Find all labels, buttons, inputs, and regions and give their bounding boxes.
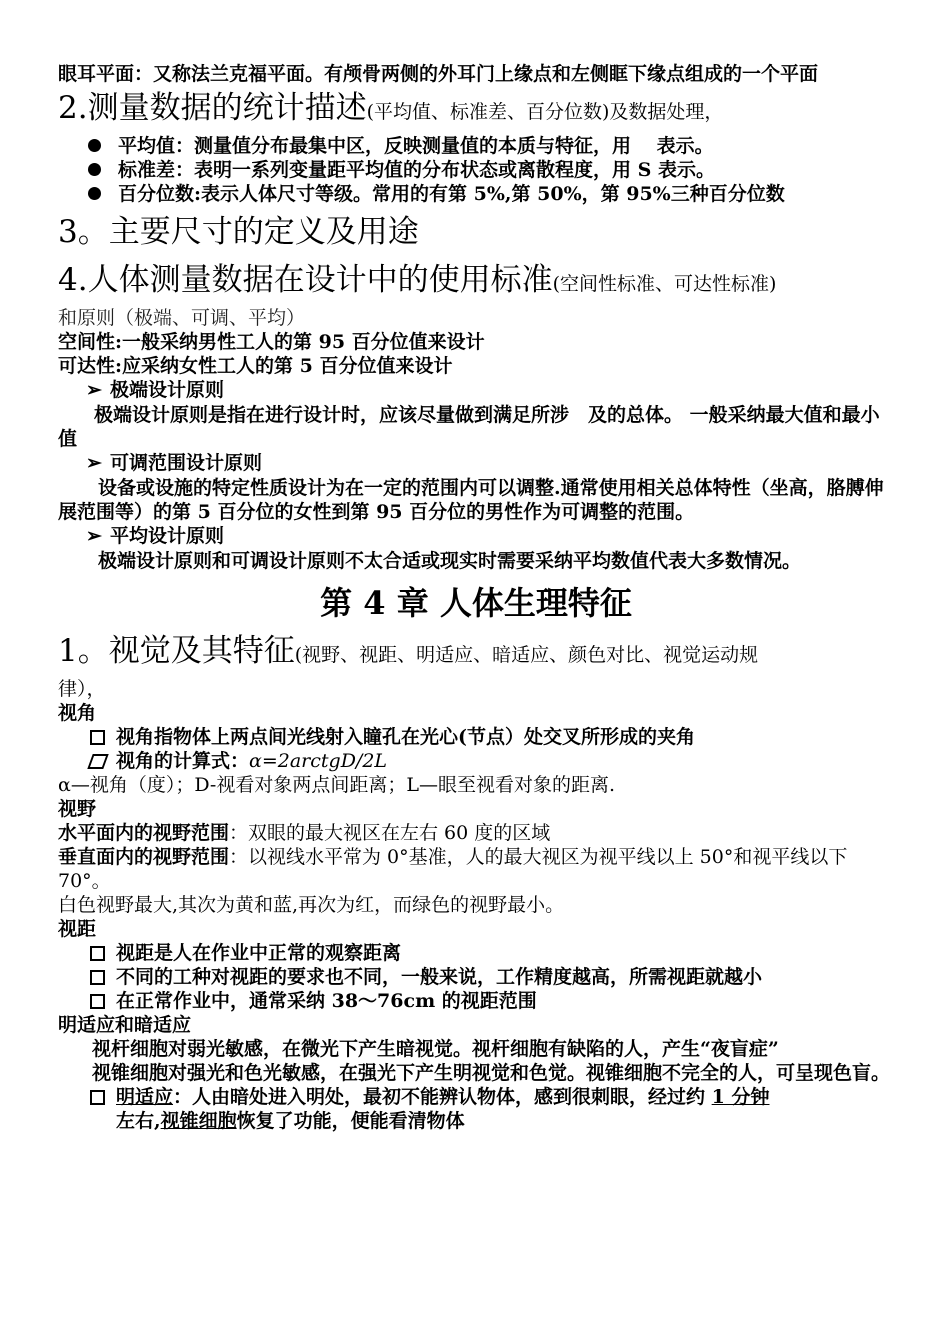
heading-dimensions: 3。主要尺寸的定义及用途 (58, 214, 419, 250)
statistics-list (88, 134, 894, 206)
list-item (88, 182, 894, 206)
field-horizontal-text: ：双眼的最大视区在左右 60 度的区域 (229, 822, 551, 844)
list-item (88, 158, 894, 182)
field-title: 视野 (58, 798, 97, 820)
ear-eye-plane-paragraph: 眼耳平面：又称法兰克福平面。有颅骨两侧的外耳门上缘点和左侧眶下缘点组成的一个平面 (58, 63, 819, 85)
light-adaptation-text: 左右, (116, 1110, 161, 1132)
heading-vision-continuation: 律）， (58, 678, 106, 700)
arrow-icon: ➢ (86, 452, 102, 474)
list-item (88, 134, 894, 158)
bullet-text: 标准差：表明一系列变量距平均值的分布状态或离散程度，用 S 表示。 (118, 159, 715, 181)
list-item (58, 749, 894, 773)
checkbox-icon (90, 730, 105, 745)
heading-statistics-note: (平均值、标准差、百分位数)及数据处理， (366, 101, 724, 123)
heading-vision (58, 629, 894, 677)
field-horizontal (58, 821, 894, 845)
adaptation-title: 明适应和暗适应 (58, 1014, 192, 1036)
principle-extreme-text: 极端设计原则是指在进行设计时，应该尽量做到满足所涉 及的总体。 一般采纳最大值和最小值 (58, 404, 880, 450)
checkbox-icon (90, 946, 105, 961)
heading-usage-note: (空间性标准、可达性标准) (552, 273, 777, 295)
bullet-text: 平均值：测量值分布最集中区，反映测量值的本质与特征，用 表示。 (118, 135, 714, 157)
heading-usage-standard (58, 258, 894, 306)
reach-standard: 可达性:应采纳女性工人的第 5 百分位值来设计 (58, 355, 453, 377)
chapter-title: 第 4 章 人体生理特征 (320, 584, 632, 622)
arrow-icon: ➢ (86, 525, 102, 547)
principle-title-text: 可调范围设计原则 (110, 452, 263, 474)
heading-usage-continuation: 和原则（极端、可调、平均） (58, 307, 306, 329)
heading-vision-main: 1。视觉及其特征 (58, 633, 295, 669)
arrow-icon: ➢ (86, 379, 102, 401)
bullet-text: 百分位数:表示人体尺寸等级。常用的有第 5%,第 50%，第 95%三种百分位数 (118, 183, 785, 205)
field-horizontal-label: 水平面内的视野范围 (58, 822, 230, 844)
field-vertical-label: 垂直面内的视野范围 (58, 846, 230, 868)
principle-average-text: 极端设计原则和可调设计原则不太合适或现实时需要采纳平均数值代表大多数情况。 (98, 550, 802, 572)
heading-statistics-main: 2.测量数据的统计描述 (58, 90, 367, 126)
angle-definition: 视角指物体上两点间光线射入瞳孔在光心(节点）处交叉所形成的夹角 (116, 726, 695, 748)
heading-vision-note: (视野、视距、明适应、暗适应、颜色对比、视觉运动规 (294, 644, 759, 666)
field-vertical (58, 845, 894, 893)
bullet-icon (88, 163, 101, 176)
angle-title: 视角 (58, 702, 97, 724)
light-adaptation-text: 恢复了功能，便能看清物体 (236, 1110, 465, 1132)
field-vertical-text: ：以视线水平常为 0°基准，人的最大视区为视平线以上 50°和视平线以下 70°。 (58, 846, 848, 892)
principle-average-title (58, 524, 894, 549)
list-item (58, 1085, 894, 1133)
list-item (58, 965, 894, 989)
rod-cells-text: 视杆细胞对弱光敏感，在微光下产生暗视觉。视杆细胞有缺陷的人，产生“夜盲症” (92, 1038, 779, 1060)
heading-statistics (58, 86, 894, 134)
principle-title-text: 极端设计原则 (110, 379, 225, 401)
light-adaptation-text: ：人由暗处进入明处，最初不能辨认物体，感到很刺眼，经过约 (173, 1086, 712, 1108)
document-page (58, 62, 894, 1133)
angle-variables: α—视角（度）；D-视看对象两点间距离；L—眼至视看对象的距离. (58, 774, 615, 796)
heading-usage-main: 4.人体测量数据在设计中的使用标准 (58, 262, 553, 298)
bullet-icon (88, 187, 101, 200)
checkbox-icon (90, 994, 105, 1009)
checkbox-icon (90, 970, 105, 985)
distance-item-text: 视距是人在作业中正常的观察距离 (116, 942, 402, 964)
list-item (58, 941, 894, 965)
distance-item-text: 不同的工种对视距的要求也不同，一般来说，工作精度越高，所需视距就越小 (116, 966, 763, 988)
cone-cells-text: 视锥细胞对强光和色光敏感，在强光下产生明视觉和色觉。视锥细胞不完全的人，可呈现色盲。 (92, 1062, 891, 1084)
formula: α=2arctgD/2L (249, 750, 388, 772)
parallelogram-icon (87, 754, 108, 769)
principle-extreme-title (58, 378, 894, 403)
distance-item-text: 在正常作业中，通常采纳 38～76cm 的视距范围 (116, 990, 537, 1012)
list-item (58, 725, 894, 749)
checkbox-icon (90, 1090, 105, 1105)
formula-label: 视角的计算式： (116, 750, 250, 772)
field-color: 白色视野最大,其次为黄和蓝,再次为红，而绿色的视野最小。 (58, 894, 565, 916)
principle-adjustable-text: 设备或设施的特定性质设计为在一定的范围内可以调整.通常使用相关总体特性（坐高，胳膊伸展范围等）的第 5 百分位的女性到第 95 百分位的男性作为可调整的范围。 (58, 477, 884, 523)
light-adaptation-time: 1 分钟 (711, 1086, 770, 1108)
principle-adjustable-title (58, 451, 894, 476)
bullet-icon (88, 139, 101, 152)
light-adaptation-cells: 视锥细胞 (160, 1110, 237, 1132)
spatial-standard: 空间性:一般采纳男性工人的第 95 百分位值来设计 (58, 331, 485, 353)
principle-title-text: 平均设计原则 (110, 525, 225, 547)
light-adaptation-label: 明适应 (116, 1086, 174, 1108)
distance-title: 视距 (58, 918, 97, 940)
list-item (58, 989, 894, 1013)
